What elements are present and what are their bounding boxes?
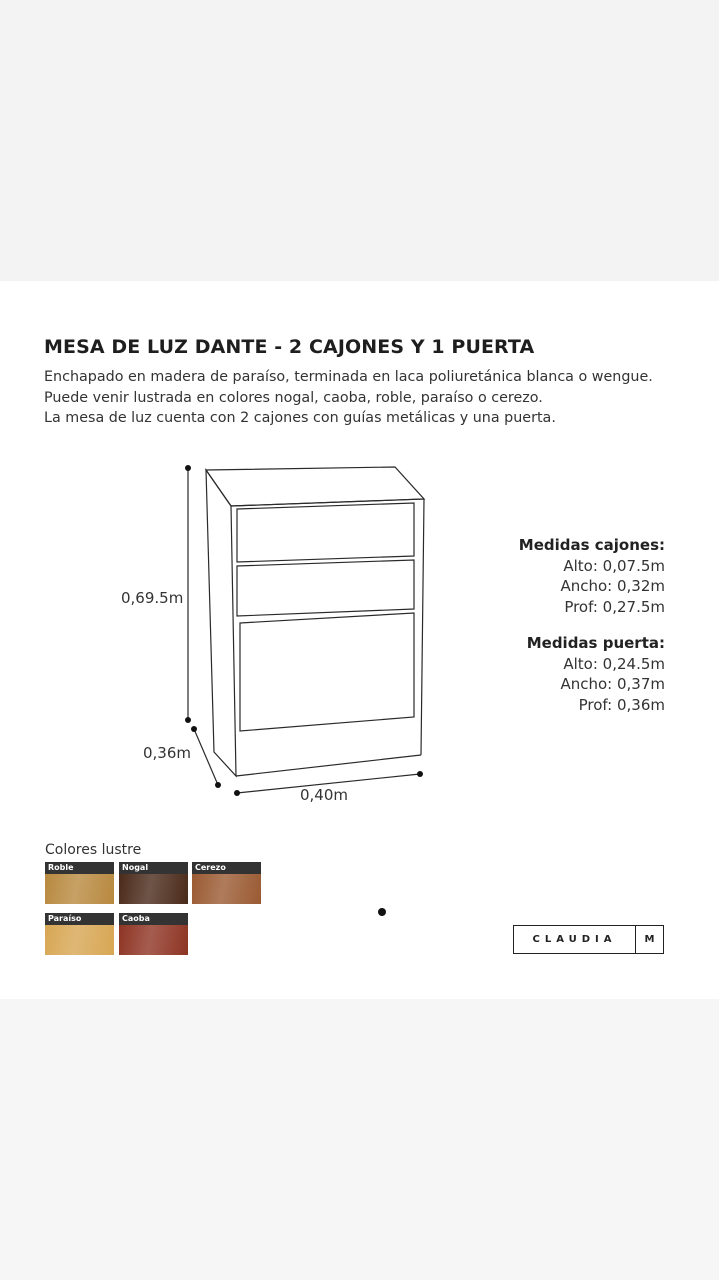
door-spec-line: Ancho: 0,37m (560, 675, 665, 693)
width-label: 0,40m (300, 786, 349, 804)
swatch-roble (45, 862, 114, 904)
drawer-specs (519, 535, 665, 617)
depth-label: 0,36m (143, 744, 192, 762)
swatch-nogal (119, 862, 188, 904)
swatch-color (45, 874, 114, 904)
description-line: Enchapado en madera de paraíso, terminada en laca poliuretánica blanca o wengue. (44, 369, 653, 385)
brand-mark: M (644, 934, 655, 945)
cursor-dot (378, 908, 386, 916)
swatch-paraiso (45, 913, 114, 955)
swatch-label: Cerezo (192, 862, 261, 874)
product-description (44, 367, 653, 429)
swatch-label: Nogal (119, 862, 188, 874)
drawer-spec-line: Alto: 0,07.5m (563, 556, 665, 575)
brand-logo (513, 925, 664, 954)
swatch-cerezo (192, 862, 261, 904)
drawer-spec-line: Prof: 0,27.5m (564, 597, 665, 616)
swatch-color (119, 874, 188, 904)
nightstand-drawing (0, 440, 719, 820)
swatch-caoba (119, 913, 188, 955)
product-title: MESA DE LUZ DANTE - 2 CAJONES Y 1 PUERTA (44, 336, 535, 358)
furniture-diagram (0, 440, 719, 820)
swatch-label: Roble (45, 862, 114, 874)
brand-name: CLAUDIA (514, 926, 636, 953)
door-spec-line: Prof: 0,36m (578, 695, 665, 714)
swatch-color (119, 925, 188, 955)
height-label: 0,69.5m (121, 589, 184, 607)
description-line: Puede venir lustrada en colores nogal, caoba, roble, paraíso o cerezo. (44, 389, 543, 406)
top-background (0, 0, 719, 281)
door-specs (527, 633, 665, 715)
drawer-spec-line: Ancho: 0,32m (560, 577, 665, 595)
swatch-color (192, 874, 261, 904)
drawer-specs-heading: Medidas cajones: (518, 536, 665, 554)
swatch-label: Caoba (119, 913, 188, 925)
swatch-label: Paraíso (45, 913, 114, 925)
door-specs-heading: Medidas puerta: (526, 634, 665, 652)
bottom-background (0, 999, 719, 1280)
swatch-color (45, 925, 114, 955)
door-spec-line: Alto: 0,24.5m (563, 654, 665, 673)
colors-title: Colores lustre (45, 842, 142, 858)
description-line: La mesa de luz cuenta con 2 cajones con guías metálicas y una puerta. (44, 410, 556, 426)
